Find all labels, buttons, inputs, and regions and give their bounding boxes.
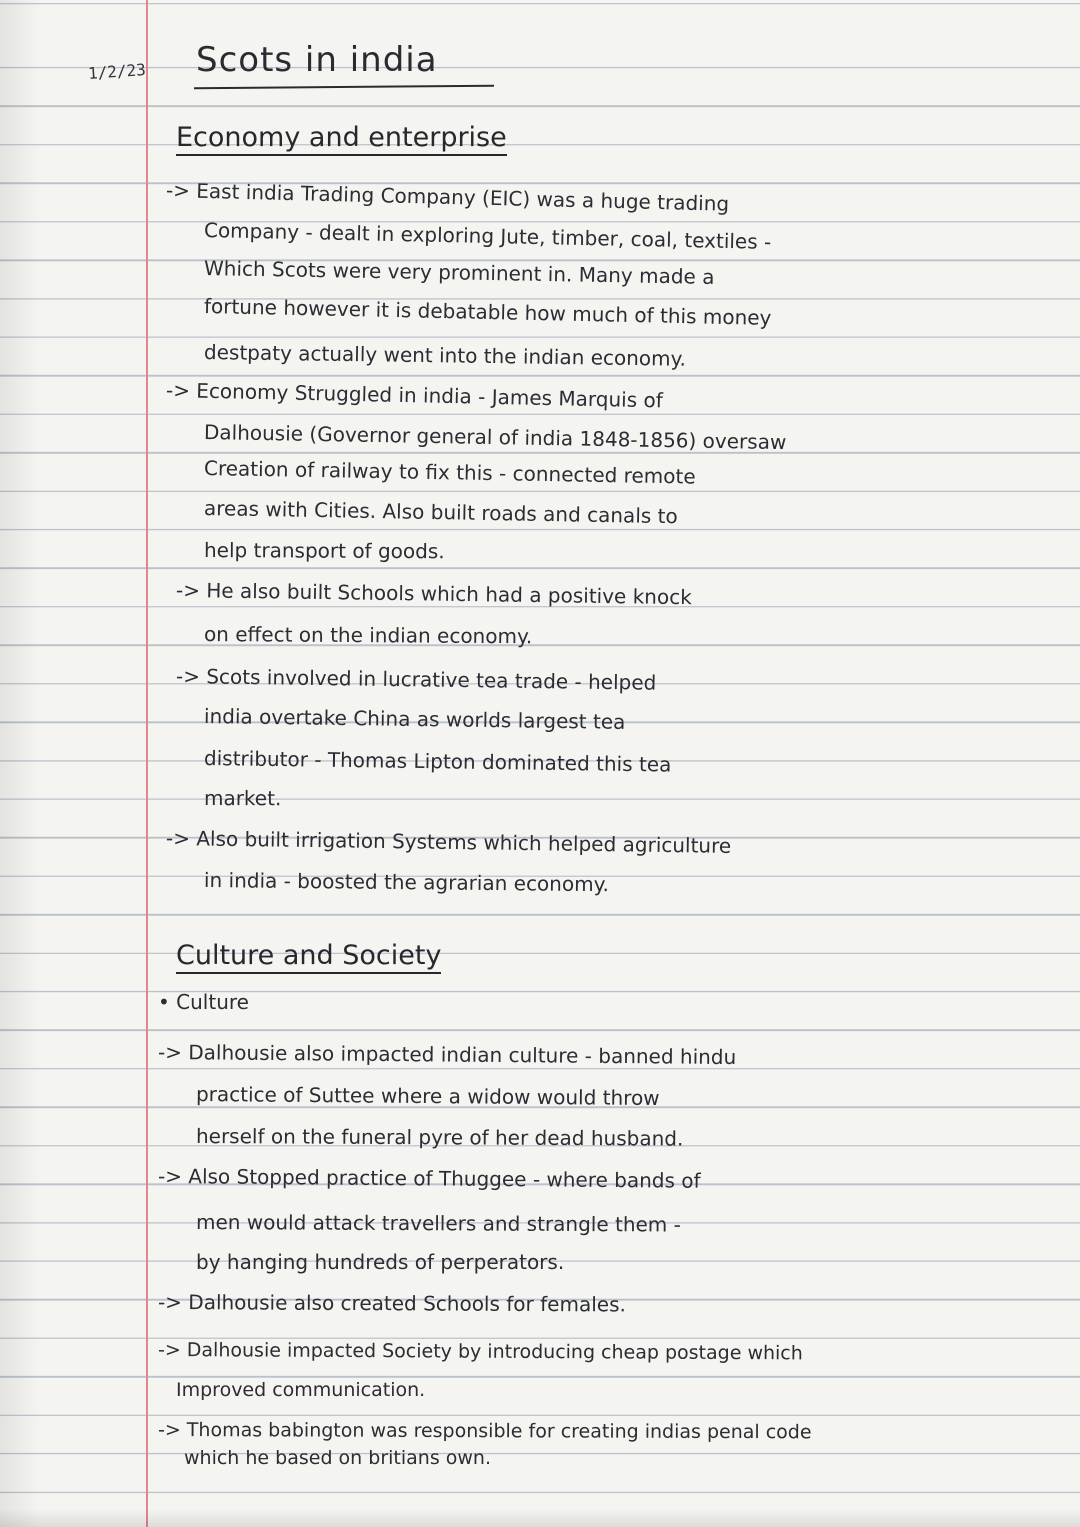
- section-heading-culture: Culture and Society: [176, 940, 442, 971]
- note-line: india overtake China as worlds largest tea: [203, 704, 626, 734]
- note-line: -> Also Stopped practice of Thuggee - where bands of: [157, 1164, 701, 1193]
- section-heading-economy: Economy and enterprise: [176, 122, 507, 153]
- note-line: Company - dealt in exploring Jute, timber, coal, textiles -: [203, 218, 772, 254]
- note-line: Dalhousie (Governor general of india 1848-1856) oversaw: [203, 420, 787, 455]
- note-line: men would attack travellers and strangle them -: [195, 1210, 681, 1237]
- note-line: market.: [203, 786, 282, 811]
- note-line: Improved communication.: [176, 1379, 426, 1401]
- note-line: Which Scots were very prominent in. Many made a: [203, 256, 715, 289]
- title-underline: [194, 85, 494, 90]
- note-line: -> Dalhousie also created Schools for females.: [157, 1290, 626, 1317]
- note-line: distributor - Thomas Lipton dominated this tea: [203, 746, 672, 777]
- note-line: Creation of railway to fix this - connected remote: [203, 456, 696, 489]
- note-line: by hanging hundreds of perperators.: [196, 1250, 565, 1274]
- margin-line: [146, 0, 148, 1527]
- note-line: help transport of goods.: [203, 538, 445, 564]
- page-shadow-bottom: [0, 1509, 1080, 1527]
- note-line: -> Economy Struggled in india - James Marquis of: [165, 378, 664, 413]
- page-title: Scots in india: [196, 40, 438, 80]
- note-line: -> Thomas babington was responsible for creating indias penal code: [157, 1419, 812, 1444]
- note-line: destpaty actually went into the indian economy.: [203, 340, 687, 371]
- note-line: in india - boosted the agrarian economy.: [203, 868, 610, 897]
- note-line: fortune however it is debatable how much of this money: [203, 294, 772, 330]
- note-line: • Culture: [158, 990, 249, 1014]
- note-line: herself on the funeral pyre of her dead husband.: [195, 1124, 684, 1151]
- note-line: -> Dalhousie impacted Society by introducing cheap postage which: [157, 1339, 803, 1365]
- note-line: -> Scots involved in lucrative tea trade - helped: [175, 664, 657, 695]
- note-line: -> Dalhousie also impacted indian culture - banned hindu: [157, 1040, 737, 1070]
- note-line: on effect on the indian economy.: [203, 622, 533, 649]
- page-shadow-left: [0, 0, 40, 1527]
- note-line: -> He also built Schools which had a positive knock: [175, 578, 692, 610]
- date: 1/2/23: [87, 60, 147, 83]
- note-line: which he based on britians own.: [184, 1447, 492, 1469]
- note-line: -> East india Trading Company (EIC) was a huge trading: [165, 178, 730, 216]
- note-line: practice of Suttee where a widow would throw: [195, 1082, 660, 1111]
- note-line: -> Also built irrigation Systems which helped agriculture: [165, 826, 732, 858]
- note-line: areas with Cities. Also built roads and canals to: [203, 496, 678, 529]
